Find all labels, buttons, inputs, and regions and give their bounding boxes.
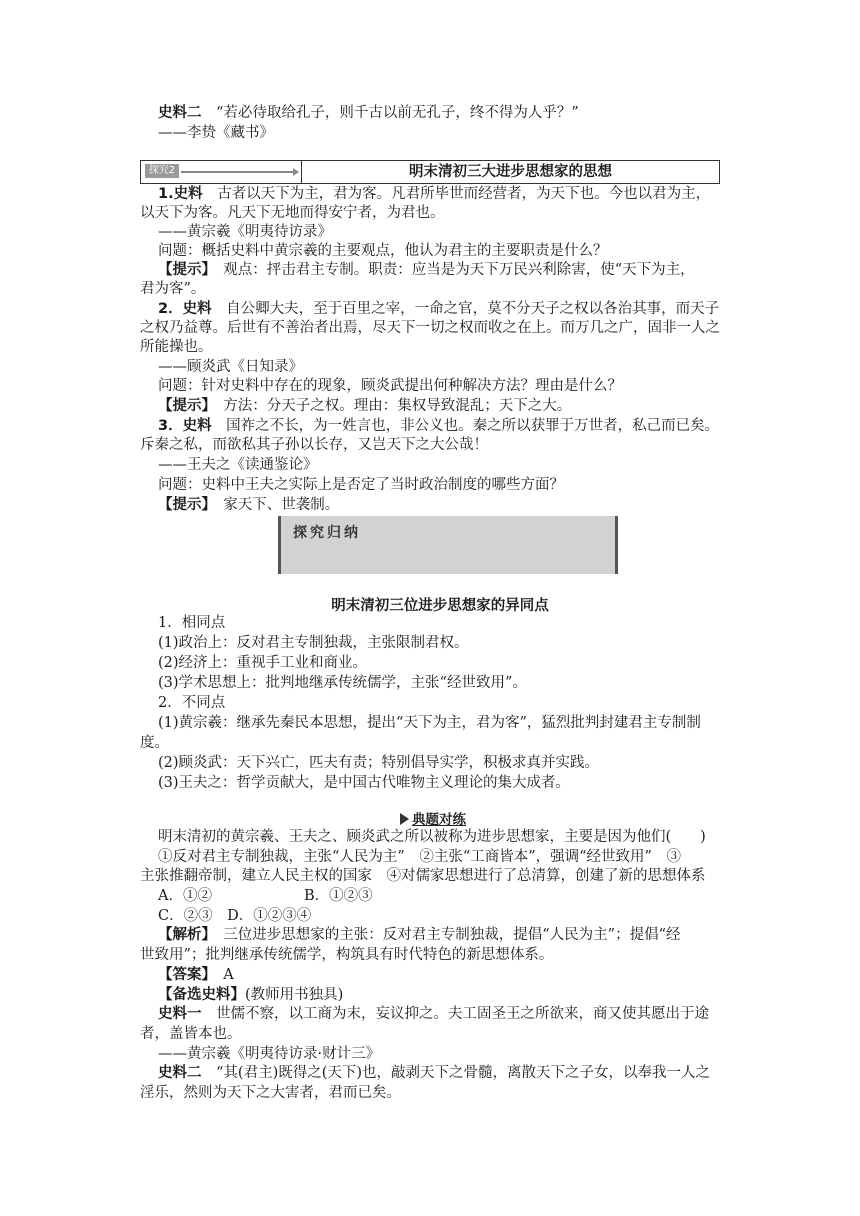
- label: 1.史料: [158, 186, 203, 202]
- label: 3．史料: [158, 418, 212, 434]
- q1-hint-2: 君为客”。: [140, 281, 206, 297]
- exercise-badge: [400, 808, 466, 828]
- q2-line2: 之权乃益尊。后世有不善治者出焉，尽天下一切之权而收之在上。而万几之广，固非一人之: [140, 320, 720, 336]
- q2-source: ——顾炎武《日知录》: [158, 359, 303, 375]
- text: 国祚之不长，为一姓言也，非公义也。秦之所以获罪于万世者，私己而已矣。: [226, 418, 720, 434]
- hint-label: 【提示】: [158, 398, 209, 414]
- hint-text: 观点：抨击君主专制。职责：应当是为天下万民兴利除害，使“天下为主，: [223, 262, 695, 278]
- play-icon: [400, 813, 409, 825]
- q1-hint: [158, 261, 758, 280]
- summary-box: [278, 516, 618, 574]
- topic-title: 明末清初三大进步思想家的思想: [409, 164, 612, 180]
- answer-label: 【答案】: [158, 967, 209, 983]
- text: 世儒不察，以工商为末，妄议抑之。夫工固圣王之所欲来，商又使其愿出于途: [216, 1006, 709, 1022]
- same-1: (1)政治上：反对君主专制独裁，主张限制君权。: [158, 635, 469, 651]
- same-2: (2)经济上：重视手工业和商业。: [158, 655, 368, 671]
- choice-a: A．①②: [158, 888, 212, 904]
- b1-line2: 者，盖皆本也。: [140, 1026, 242, 1042]
- same-head: 1．相同点: [158, 615, 226, 631]
- q2-question: 问题：针对史料中存在的现象，顾炎武提出何种解决方法？理由是什么？: [158, 378, 622, 394]
- hint-label: 【提示】: [158, 262, 209, 278]
- topic-bar: [140, 160, 720, 184]
- q3-line1: [158, 417, 758, 436]
- label: 史料二: [158, 105, 202, 121]
- summary-box-label: 探究归纳: [293, 525, 361, 541]
- b1-line1: [158, 1005, 758, 1024]
- b2-line1: [158, 1064, 758, 1083]
- topic-tag-label: 探究2: [145, 164, 179, 178]
- choice-b: B．①②③: [304, 888, 373, 904]
- text: 古者以天下为主，君为客。凡君所毕世而经营者，为天下也。今也以君为主，: [217, 186, 711, 202]
- choices-ab: [158, 887, 758, 906]
- analysis: [158, 926, 758, 945]
- backup-label: 【备选史料】: [158, 987, 245, 1003]
- q1-line2: 以天下为客。凡天下无地而得安宁者，为君也。: [140, 205, 445, 221]
- arrow-icon: [181, 171, 297, 173]
- diff-2: (2)顾炎武：天下兴亡，匹夫有责；特别倡导实学，积极求真并实践。: [158, 755, 600, 771]
- diff-head: 2．不同点: [158, 695, 226, 711]
- backup-note: (教师用书独具): [245, 987, 344, 1003]
- q3-line2: 斥秦之私，而欲私其子孙以长存，又岂天下之大公哉！: [140, 437, 488, 453]
- analysis-2: 世致用”；批判继承传统儒学，构筑具有时代特色的新思想体系。: [140, 947, 554, 963]
- top-s2-line: [158, 104, 758, 123]
- hint-text: 家天下、世袭制。: [223, 497, 340, 513]
- topic-tag: [141, 161, 302, 183]
- label: 史料一: [158, 1006, 202, 1022]
- analysis-text: 三位进步思想家的主张：反对君主专制独裁，提倡“人民为主”；提倡“经: [223, 927, 681, 943]
- q3-source: ——王夫之《读通鉴论》: [158, 457, 318, 473]
- exercise-stem: 明末清初的黄宗羲、王夫之、顾炎武之所以被称为进步思想家，主要是因为他们( ): [158, 829, 706, 845]
- q1-source: ——黄宗羲《明夷待访录》: [158, 224, 332, 240]
- diff-1a: (1)黄宗羲：继承先秦民本思想，提出“天下为主，君为客”，猛烈批判封建君主专制制: [158, 715, 701, 731]
- exercise-opts-1: ①反对君主专制独裁，主张“人民为主” ②主张“工商皆本”，强调“经世致用” ③: [158, 849, 681, 865]
- summary-title: 明末清初三位进步思想家的异同点: [331, 598, 549, 614]
- exercise-badge-text: 典题对练: [412, 812, 466, 828]
- answer: [158, 966, 758, 985]
- same-3: (3)学术思想上：批判地继承传统儒学，主张“经世致用”。: [158, 675, 527, 691]
- analysis-label: 【解析】: [158, 927, 209, 943]
- diff-1b: 度。: [140, 735, 169, 751]
- text: “其(君主)既得之(天下)也，敲剥天下之骨髓，离散天下之子女，以奉我一人之: [216, 1065, 711, 1081]
- q1-question: 问题：概括史料中黄宗羲的主要观点，他认为君主的主要职责是什么？: [158, 243, 608, 259]
- exercise-opts-2: 主张推翻帝制，建立人民主权的国家 ④对儒家思想进行了总清算，创建了新的思想体系: [140, 868, 706, 884]
- q3-question: 问题：史料中王夫之实际上是否定了当时政治制度的哪些方面？: [158, 477, 564, 493]
- hint-label: 【提示】: [158, 497, 209, 513]
- q3-hint: [158, 496, 758, 515]
- backup-head: [158, 986, 758, 1005]
- q2-line3: 所能操也。: [140, 339, 213, 355]
- q1-line1: [158, 185, 758, 204]
- text: 自公卿大夫，至于百里之宰，一命之官，莫不分天子之权以各治其事，而天子: [226, 301, 720, 317]
- text: “若必待取给孔子，则千古以前无孔子，终不得为人乎？”: [216, 105, 579, 121]
- choices-cd: C．②③ D．①②③④: [158, 908, 312, 924]
- label: 史料二: [158, 1065, 202, 1081]
- b1-source: ——黄宗羲《明夷待访录·财计三》: [158, 1046, 381, 1062]
- q2-hint: [158, 397, 758, 416]
- b2-line2: 淫乐，然则为天下之大害者，君而已矣。: [140, 1085, 401, 1101]
- label: 2．史料: [158, 301, 212, 317]
- hint-text: 方法：分天子之权。理由：集权导致混乱；天下之大。: [223, 398, 572, 414]
- diff-3: (3)王夫之：哲学贡献大，是中国古代唯物主义理论的集大成者。: [158, 775, 571, 791]
- q2-line1: [158, 300, 758, 319]
- source: ——李贽《藏书》: [158, 125, 274, 141]
- answer-value: A: [223, 967, 234, 983]
